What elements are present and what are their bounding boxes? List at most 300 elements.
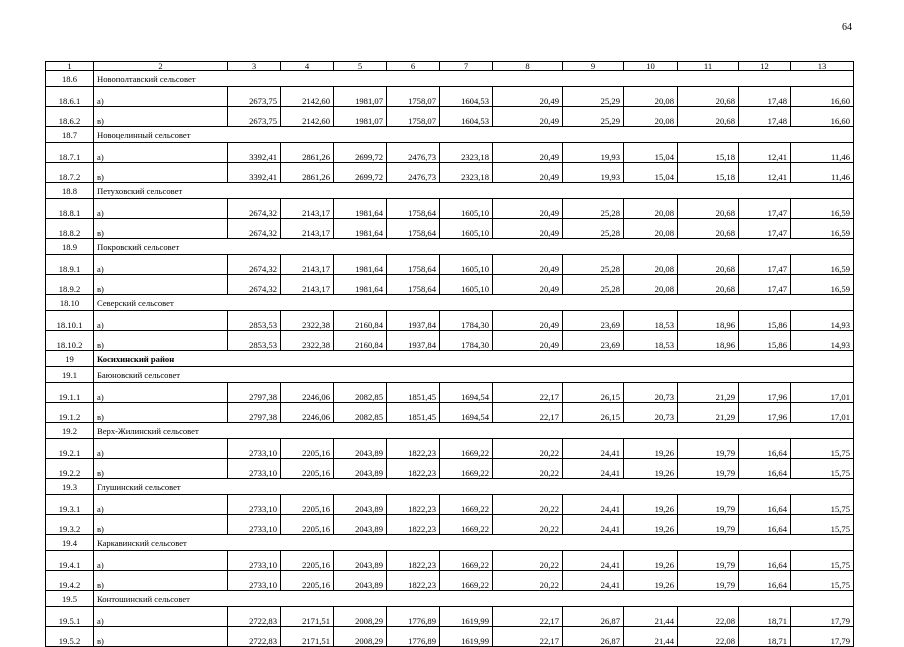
row-code: 18.6 — [46, 71, 94, 87]
value-cell: 19,93 — [563, 163, 624, 183]
table-row — [46, 495, 854, 515]
table-row — [46, 403, 854, 423]
value-cell: 19,26 — [624, 551, 678, 571]
value-cell: 20,22 — [493, 459, 563, 479]
row-code: 19.2 — [46, 423, 94, 439]
section-name: Верх-Жилинский сельсовет — [94, 423, 854, 439]
value-cell: 2082,85 — [334, 383, 387, 403]
value-cell: 21,44 — [624, 627, 678, 647]
value-cell: 2205,16 — [281, 551, 334, 571]
value-cell: 1822,23 — [387, 551, 440, 571]
value-cell: 22,08 — [678, 627, 739, 647]
row-code: 18.6.1 — [46, 87, 94, 107]
section-name: Северский сельсовет — [94, 295, 854, 311]
value-cell: 20,08 — [624, 255, 678, 275]
value-cell: 2205,16 — [281, 571, 334, 591]
row-label: а) — [94, 311, 228, 331]
value-cell: 24,41 — [563, 495, 624, 515]
value-cell: 17,01 — [791, 383, 854, 403]
value-cell: 1822,23 — [387, 495, 440, 515]
row-label: в) — [94, 403, 228, 423]
row-label: а) — [94, 551, 228, 571]
value-cell: 17,47 — [739, 255, 791, 275]
value-cell: 18,71 — [739, 607, 791, 627]
value-cell: 2143,17 — [281, 219, 334, 239]
row-label: а) — [94, 383, 228, 403]
value-cell: 15,86 — [739, 331, 791, 351]
value-cell: 2323,18 — [440, 143, 493, 163]
value-cell: 2861,26 — [281, 163, 334, 183]
value-cell: 21,29 — [678, 383, 739, 403]
row-code: 19.1 — [46, 367, 94, 383]
value-cell: 17,48 — [739, 87, 791, 107]
value-cell: 19,26 — [624, 571, 678, 591]
value-cell: 2322,38 — [281, 311, 334, 331]
value-cell: 24,41 — [563, 459, 624, 479]
section-name: Покровский сельсовет — [94, 239, 854, 255]
value-cell: 1981,64 — [334, 219, 387, 239]
value-cell: 1758,07 — [387, 87, 440, 107]
value-cell: 22,17 — [493, 627, 563, 647]
row-code: 19.4.1 — [46, 551, 94, 571]
table-row — [46, 459, 854, 479]
value-cell: 20,08 — [624, 199, 678, 219]
section-row — [46, 367, 854, 383]
row-label: а) — [94, 143, 228, 163]
section-row — [46, 423, 854, 439]
value-cell: 15,75 — [791, 551, 854, 571]
value-cell: 2205,16 — [281, 439, 334, 459]
section-name: Петуховский сельсовет — [94, 183, 854, 199]
table-body — [46, 62, 854, 647]
row-code: 18.6.2 — [46, 107, 94, 127]
value-cell: 1669,22 — [440, 439, 493, 459]
value-cell: 15,04 — [624, 143, 678, 163]
value-cell: 1694,54 — [440, 383, 493, 403]
section-row — [46, 535, 854, 551]
value-cell: 20,08 — [624, 87, 678, 107]
table-row — [46, 199, 854, 219]
value-cell: 22,17 — [493, 383, 563, 403]
value-cell: 19,79 — [678, 495, 739, 515]
column-header: 13 — [791, 62, 854, 71]
value-cell: 18,71 — [739, 627, 791, 647]
row-code: 18.10.2 — [46, 331, 94, 351]
value-cell: 26,15 — [563, 383, 624, 403]
value-cell: 2143,17 — [281, 275, 334, 295]
value-cell: 23,69 — [563, 331, 624, 351]
section-name: Контошинский сельсовет — [94, 591, 854, 607]
value-cell: 2205,16 — [281, 459, 334, 479]
row-code: 18.7.2 — [46, 163, 94, 183]
table-row — [46, 383, 854, 403]
column-header: 12 — [739, 62, 791, 71]
value-cell: 1669,22 — [440, 515, 493, 535]
value-cell: 2008,29 — [334, 607, 387, 627]
row-label: а) — [94, 199, 228, 219]
value-cell: 1605,10 — [440, 255, 493, 275]
value-cell: 19,26 — [624, 495, 678, 515]
column-header: 4 — [281, 62, 334, 71]
table-row — [46, 87, 854, 107]
row-code: 19.3 — [46, 479, 94, 495]
section-name: Баюновский сельсовет — [94, 367, 854, 383]
value-cell: 2797,38 — [228, 403, 281, 423]
value-cell: 20,08 — [624, 107, 678, 127]
value-cell: 20,08 — [624, 219, 678, 239]
value-cell: 20,68 — [678, 107, 739, 127]
value-cell: 20,68 — [678, 275, 739, 295]
section-row — [46, 591, 854, 607]
value-cell: 1776,89 — [387, 607, 440, 627]
value-cell: 11,46 — [791, 143, 854, 163]
value-cell: 3392,41 — [228, 143, 281, 163]
value-cell: 1784,30 — [440, 311, 493, 331]
value-cell: 20,49 — [493, 275, 563, 295]
row-code: 19.2.1 — [46, 439, 94, 459]
row-code: 18.9.2 — [46, 275, 94, 295]
table-row — [46, 515, 854, 535]
value-cell: 1776,89 — [387, 627, 440, 647]
value-cell: 20,22 — [493, 495, 563, 515]
value-cell: 1758,64 — [387, 199, 440, 219]
row-code: 18.7.1 — [46, 143, 94, 163]
value-cell: 1981,64 — [334, 275, 387, 295]
value-cell: 1605,10 — [440, 219, 493, 239]
value-cell: 2853,53 — [228, 331, 281, 351]
row-label: а) — [94, 439, 228, 459]
value-cell: 24,41 — [563, 439, 624, 459]
value-cell: 2043,89 — [334, 551, 387, 571]
value-cell: 1669,22 — [440, 459, 493, 479]
value-cell: 2171,51 — [281, 627, 334, 647]
value-cell: 16,64 — [739, 571, 791, 591]
value-cell: 19,26 — [624, 515, 678, 535]
table-row — [46, 311, 854, 331]
value-cell: 11,46 — [791, 163, 854, 183]
value-cell: 2246,06 — [281, 403, 334, 423]
value-cell: 2142,60 — [281, 107, 334, 127]
value-cell: 20,49 — [493, 143, 563, 163]
row-label: а) — [94, 495, 228, 515]
row-label: а) — [94, 607, 228, 627]
value-cell: 2733,10 — [228, 551, 281, 571]
value-cell: 2043,89 — [334, 459, 387, 479]
section-name: Косихинский район — [94, 351, 854, 367]
value-cell: 17,01 — [791, 403, 854, 423]
value-cell: 20,68 — [678, 219, 739, 239]
value-cell: 25,28 — [563, 275, 624, 295]
value-cell: 25,28 — [563, 255, 624, 275]
value-cell: 2722,83 — [228, 607, 281, 627]
row-label: в) — [94, 571, 228, 591]
value-cell: 1694,54 — [440, 403, 493, 423]
value-cell: 2733,10 — [228, 439, 281, 459]
value-cell: 19,79 — [678, 571, 739, 591]
row-code: 18.9 — [46, 239, 94, 255]
value-cell: 25,29 — [563, 87, 624, 107]
value-cell: 2143,17 — [281, 199, 334, 219]
value-cell: 16,64 — [739, 551, 791, 571]
value-cell: 2043,89 — [334, 439, 387, 459]
value-cell: 16,59 — [791, 275, 854, 295]
section-name: Новоцелинный сельсовет — [94, 127, 854, 143]
value-cell: 2674,32 — [228, 199, 281, 219]
value-cell: 18,96 — [678, 331, 739, 351]
row-code: 19.4.2 — [46, 571, 94, 591]
section-name: Новополтавский сельсовет — [94, 71, 854, 87]
table-row — [46, 219, 854, 239]
row-label: в) — [94, 515, 228, 535]
value-cell: 15,75 — [791, 459, 854, 479]
value-cell: 2853,53 — [228, 311, 281, 331]
value-cell: 1758,64 — [387, 275, 440, 295]
value-cell: 25,29 — [563, 107, 624, 127]
value-cell: 26,15 — [563, 403, 624, 423]
value-cell: 26,87 — [563, 627, 624, 647]
column-header: 7 — [440, 62, 493, 71]
row-label: в) — [94, 459, 228, 479]
value-cell: 2008,29 — [334, 627, 387, 647]
value-cell: 1784,30 — [440, 331, 493, 351]
value-cell: 19,79 — [678, 439, 739, 459]
value-cell: 1619,99 — [440, 607, 493, 627]
value-cell: 22,08 — [678, 607, 739, 627]
value-cell: 17,47 — [739, 275, 791, 295]
value-cell: 19,79 — [678, 515, 739, 535]
value-cell: 1619,99 — [440, 627, 493, 647]
value-cell: 2143,17 — [281, 255, 334, 275]
column-header: 6 — [387, 62, 440, 71]
row-code: 18.10.1 — [46, 311, 94, 331]
value-cell: 2674,32 — [228, 219, 281, 239]
value-cell: 2476,73 — [387, 163, 440, 183]
value-cell: 17,47 — [739, 199, 791, 219]
table-row — [46, 331, 854, 351]
value-cell: 20,49 — [493, 311, 563, 331]
row-code: 19.5 — [46, 591, 94, 607]
row-label: в) — [94, 163, 228, 183]
value-cell: 20,68 — [678, 87, 739, 107]
value-cell: 14,93 — [791, 331, 854, 351]
value-cell: 2205,16 — [281, 515, 334, 535]
value-cell: 19,26 — [624, 459, 678, 479]
value-cell: 12,41 — [739, 163, 791, 183]
row-code: 18.9.1 — [46, 255, 94, 275]
row-code: 19.5.2 — [46, 627, 94, 647]
value-cell: 2043,89 — [334, 495, 387, 515]
section-row — [46, 127, 854, 143]
value-cell: 1822,23 — [387, 515, 440, 535]
value-cell: 2160,84 — [334, 311, 387, 331]
value-cell: 1758,07 — [387, 107, 440, 127]
value-cell: 1669,22 — [440, 495, 493, 515]
value-cell: 21,44 — [624, 607, 678, 627]
section-row — [46, 295, 854, 311]
section-row — [46, 183, 854, 199]
value-cell: 2171,51 — [281, 607, 334, 627]
value-cell: 2699,72 — [334, 143, 387, 163]
value-cell: 19,93 — [563, 143, 624, 163]
value-cell: 16,64 — [739, 459, 791, 479]
table-row — [46, 627, 854, 647]
value-cell: 1758,64 — [387, 219, 440, 239]
value-cell: 22,17 — [493, 403, 563, 423]
value-cell: 16,60 — [791, 87, 854, 107]
section-name: Каркавинский сельсовет — [94, 535, 854, 551]
value-cell: 15,75 — [791, 439, 854, 459]
value-cell: 18,53 — [624, 311, 678, 331]
row-code: 19.3.2 — [46, 515, 94, 535]
value-cell: 1605,10 — [440, 275, 493, 295]
table-row — [46, 275, 854, 295]
row-code: 18.8 — [46, 183, 94, 199]
table-row — [46, 163, 854, 183]
row-label: в) — [94, 107, 228, 127]
value-cell: 2476,73 — [387, 143, 440, 163]
section-row — [46, 239, 854, 255]
value-cell: 16,59 — [791, 219, 854, 239]
value-cell: 20,49 — [493, 331, 563, 351]
table-row — [46, 571, 854, 591]
row-label: в) — [94, 627, 228, 647]
section-row — [46, 351, 854, 367]
value-cell: 1851,45 — [387, 383, 440, 403]
section-row — [46, 71, 854, 87]
column-header: 10 — [624, 62, 678, 71]
value-cell: 14,93 — [791, 311, 854, 331]
column-header-row — [46, 62, 854, 71]
table-row — [46, 107, 854, 127]
value-cell: 23,69 — [563, 311, 624, 331]
value-cell: 17,96 — [739, 403, 791, 423]
value-cell: 2205,16 — [281, 495, 334, 515]
column-header: 11 — [678, 62, 739, 71]
value-cell: 1758,64 — [387, 255, 440, 275]
table-row — [46, 551, 854, 571]
value-cell: 15,18 — [678, 143, 739, 163]
column-header: 8 — [493, 62, 563, 71]
value-cell: 21,29 — [678, 403, 739, 423]
value-cell: 20,73 — [624, 403, 678, 423]
value-cell: 19,79 — [678, 459, 739, 479]
value-cell: 2733,10 — [228, 459, 281, 479]
value-cell: 12,41 — [739, 143, 791, 163]
column-header: 3 — [228, 62, 281, 71]
value-cell: 16,59 — [791, 199, 854, 219]
value-cell: 20,22 — [493, 571, 563, 591]
value-cell: 20,49 — [493, 219, 563, 239]
value-cell: 17,48 — [739, 107, 791, 127]
row-code: 18.8.2 — [46, 219, 94, 239]
value-cell: 1604,53 — [440, 107, 493, 127]
value-cell: 20,49 — [493, 255, 563, 275]
row-code: 19 — [46, 351, 94, 367]
value-cell: 1669,22 — [440, 571, 493, 591]
value-cell: 20,68 — [678, 199, 739, 219]
value-cell: 20,68 — [678, 255, 739, 275]
value-cell: 19,26 — [624, 439, 678, 459]
row-code: 18.10 — [46, 295, 94, 311]
value-cell: 20,49 — [493, 87, 563, 107]
value-cell: 24,41 — [563, 551, 624, 571]
value-cell: 2323,18 — [440, 163, 493, 183]
value-cell: 15,86 — [739, 311, 791, 331]
value-cell: 2322,38 — [281, 331, 334, 351]
value-cell: 20,49 — [493, 163, 563, 183]
value-cell: 1604,53 — [440, 87, 493, 107]
value-cell: 20,49 — [493, 199, 563, 219]
row-code: 19.5.1 — [46, 607, 94, 627]
value-cell: 25,28 — [563, 199, 624, 219]
value-cell: 2246,06 — [281, 383, 334, 403]
row-code: 19.2.2 — [46, 459, 94, 479]
value-cell: 1981,07 — [334, 107, 387, 127]
table-row — [46, 143, 854, 163]
value-cell: 1981,64 — [334, 255, 387, 275]
value-cell: 16,60 — [791, 107, 854, 127]
row-label: в) — [94, 331, 228, 351]
row-code: 18.8.1 — [46, 199, 94, 219]
value-cell: 18,53 — [624, 331, 678, 351]
value-cell: 2160,84 — [334, 331, 387, 351]
row-label: в) — [94, 275, 228, 295]
value-cell: 1822,23 — [387, 571, 440, 591]
value-cell: 2674,32 — [228, 255, 281, 275]
value-cell: 19,79 — [678, 551, 739, 571]
value-cell: 22,17 — [493, 607, 563, 627]
value-cell: 24,41 — [563, 571, 624, 591]
row-code: 18.7 — [46, 127, 94, 143]
row-code: 19.3.1 — [46, 495, 94, 515]
row-code: 19.1.2 — [46, 403, 94, 423]
value-cell: 24,41 — [563, 515, 624, 535]
value-cell: 2733,10 — [228, 495, 281, 515]
value-cell: 1605,10 — [440, 199, 493, 219]
value-cell: 20,49 — [493, 107, 563, 127]
value-cell: 20,22 — [493, 439, 563, 459]
value-cell: 2043,89 — [334, 571, 387, 591]
column-header: 5 — [334, 62, 387, 71]
row-code: 19.1.1 — [46, 383, 94, 403]
value-cell: 2043,89 — [334, 515, 387, 535]
column-header: 9 — [563, 62, 624, 71]
value-cell: 15,04 — [624, 163, 678, 183]
value-cell: 20,08 — [624, 275, 678, 295]
section-name: Глушинский сельсовет — [94, 479, 854, 495]
value-cell: 20,22 — [493, 551, 563, 571]
value-cell: 2733,10 — [228, 571, 281, 591]
table-row — [46, 439, 854, 459]
page-number: 64 — [842, 22, 852, 33]
value-cell: 15,75 — [791, 515, 854, 535]
value-cell: 18,96 — [678, 311, 739, 331]
column-header: 2 — [94, 62, 228, 71]
column-header: 1 — [46, 62, 94, 71]
value-cell: 16,64 — [739, 495, 791, 515]
value-cell: 15,75 — [791, 495, 854, 515]
value-cell: 17,96 — [739, 383, 791, 403]
value-cell: 1937,84 — [387, 311, 440, 331]
value-cell: 2082,85 — [334, 403, 387, 423]
row-label: а) — [94, 87, 228, 107]
table-row — [46, 255, 854, 275]
value-cell: 25,28 — [563, 219, 624, 239]
value-cell: 15,18 — [678, 163, 739, 183]
row-code: 19.4 — [46, 535, 94, 551]
table-row — [46, 607, 854, 627]
row-label: в) — [94, 219, 228, 239]
